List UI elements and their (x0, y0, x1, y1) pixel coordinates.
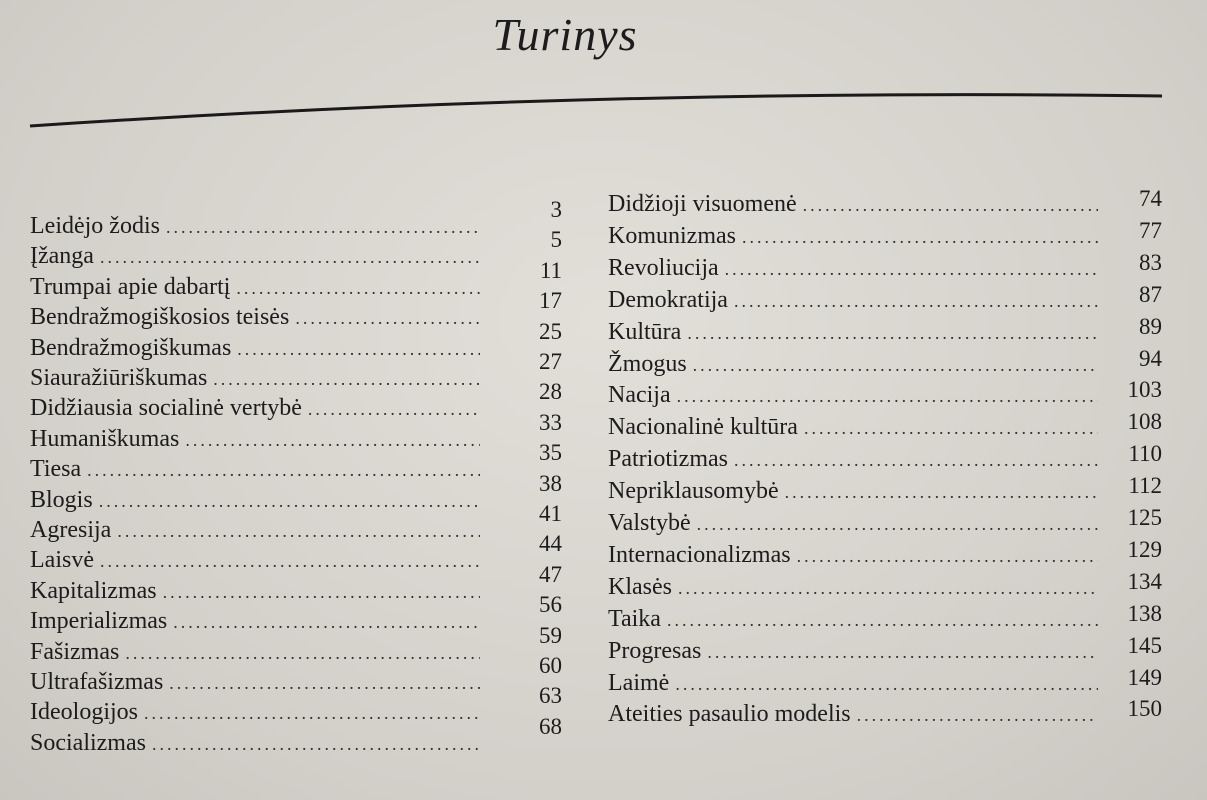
dot-leader (693, 355, 1098, 376)
dot-leader (125, 643, 480, 664)
toc-entry-title: Įžanga (30, 243, 94, 270)
toc-page-number: 94 (1139, 345, 1162, 371)
dot-leader (87, 460, 480, 481)
page-title: Turinys (492, 9, 638, 60)
toc-entry (30, 274, 480, 304)
toc-page-number: 17 (539, 288, 562, 314)
dot-leader (667, 610, 1098, 631)
toc-page-number: 3 (550, 197, 562, 222)
toc-entry (30, 335, 480, 365)
toc-entry (608, 574, 1098, 604)
toc-entry-title: Demokratija (608, 286, 728, 313)
dot-leader (677, 386, 1098, 407)
toc-page-number: 103 (1127, 377, 1162, 403)
toc-entry (608, 542, 1098, 572)
toc-entry-title: Patriotizmas (608, 446, 728, 473)
dot-leader (166, 217, 480, 238)
toc-page-number: 59 (539, 622, 562, 648)
dot-leader (152, 734, 480, 755)
toc-entry-title: Bendražmogiškosios teisės (30, 304, 290, 331)
toc-entry (30, 639, 480, 669)
dot-leader (687, 323, 1098, 344)
toc-entry-title: Socializmas (30, 729, 146, 756)
toc-entry (30, 730, 480, 760)
dot-leader (236, 278, 480, 299)
toc-page-number: 110 (1128, 441, 1162, 467)
toc-entry-title: Laisvė (30, 547, 94, 574)
toc-entry-title: Bendražmogiškumas (30, 334, 232, 361)
toc-entry-title: Humaniškumas (30, 425, 180, 452)
toc-entry (608, 478, 1098, 508)
toc-entry (608, 638, 1098, 668)
toc-page-number: 68 (539, 713, 562, 739)
toc-page-number: 5 (550, 227, 562, 253)
toc-page-number: 89 (1139, 313, 1162, 339)
toc-entry (30, 578, 480, 608)
dot-leader (857, 705, 1098, 726)
dot-leader (169, 673, 480, 694)
dot-leader (725, 259, 1098, 280)
toc-entry (30, 699, 480, 729)
toc-entry (30, 243, 480, 273)
toc-entry (30, 669, 480, 699)
toc-entry (30, 213, 480, 243)
toc-entry (608, 255, 1098, 285)
toc-page-number: 83 (1139, 249, 1162, 275)
toc-page-number: 63 (539, 683, 562, 709)
toc-entry (608, 701, 1098, 731)
dot-leader (785, 482, 1098, 503)
dot-leader (117, 521, 480, 542)
toc-page-number: 145 (1127, 632, 1162, 658)
dot-leader (804, 418, 1098, 439)
dot-leader (734, 291, 1098, 312)
toc-entry (30, 517, 480, 547)
dot-leader (803, 195, 1098, 216)
toc-entry (30, 456, 480, 486)
toc-entry-title: Siauražiūriškumas (30, 365, 208, 391)
dot-leader (295, 308, 480, 329)
toc-entry (30, 487, 480, 517)
toc-entry-title: Komunizmas (608, 222, 736, 249)
toc-entry-title: Trumpai apie dabartį (30, 273, 231, 300)
toc-page-number: 38 (539, 470, 562, 496)
toc-page-number: 41 (539, 501, 562, 526)
toc-page-number: 25 (539, 318, 562, 344)
toc-entry (30, 365, 480, 395)
toc-page-number: 112 (1128, 473, 1162, 499)
dot-leader (100, 247, 480, 268)
toc-entry (608, 446, 1098, 476)
toc-entry (30, 426, 480, 456)
toc-page-number: 87 (1139, 281, 1162, 307)
toc-page-number: 35 (539, 440, 562, 466)
toc-page-number: 60 (539, 653, 562, 678)
dot-leader (678, 578, 1098, 599)
toc-page-number: 27 (539, 349, 562, 374)
toc-entry (608, 223, 1098, 253)
toc-entry (30, 304, 480, 334)
toc-page-number: 150 (1127, 696, 1162, 722)
dot-leader (675, 674, 1098, 695)
toc-page-number: 44 (539, 531, 562, 557)
toc-entry-title: Revoliucija (608, 254, 719, 281)
dot-leader (100, 551, 480, 572)
title-underline (0, 0, 1207, 140)
dot-leader (144, 703, 480, 724)
toc-entry-title: Progresas (608, 637, 702, 664)
dot-leader (697, 514, 1098, 535)
toc-page-number: 74 (1139, 186, 1162, 211)
toc-entry (608, 510, 1098, 540)
dot-leader (185, 430, 480, 451)
toc-entry (30, 547, 480, 577)
toc-page-number: 129 (1127, 536, 1162, 562)
toc-page-number: 149 (1127, 664, 1162, 690)
toc-entry (608, 382, 1098, 412)
toc-entry (608, 287, 1098, 317)
toc-entry-title: Laimė (608, 669, 670, 696)
toc-entry (608, 670, 1098, 700)
toc-entry-title: Leidėjo žodis (30, 213, 160, 239)
toc-entry (608, 319, 1098, 349)
toc-entry (608, 606, 1098, 636)
toc-page-number: 28 (539, 379, 562, 405)
toc-page-number: 11 (539, 257, 562, 283)
toc-entry-title: Kapitalizmas (30, 577, 157, 604)
dot-leader (797, 546, 1098, 567)
dot-leader (173, 612, 480, 633)
dot-leader (308, 399, 480, 420)
toc-entry (608, 414, 1098, 444)
toc-entry-title: Didžioji visuomenė (608, 191, 797, 217)
dot-leader (213, 369, 480, 390)
toc-page-number: 56 (539, 592, 562, 618)
toc-entry (608, 191, 1098, 221)
toc-entry-title: Nacija (608, 382, 671, 409)
toc-entry-title: Valstybė (608, 510, 691, 536)
toc-entry (30, 608, 480, 638)
dot-leader (742, 227, 1098, 248)
toc-entry-title: Ateities pasaulio modelis (608, 701, 851, 728)
dot-leader (163, 582, 480, 603)
toc-page-number: 108 (1127, 409, 1162, 435)
toc-entry-title: Fašizmas (30, 638, 120, 665)
toc-entry-title: Nacionalinė kultūra (608, 414, 798, 441)
toc-entry-title: Taika (608, 605, 661, 632)
toc-entry-title: Nepriklausomybė (608, 478, 779, 505)
toc-entry-title: Didžiausia socialinė vertybė (30, 395, 302, 422)
toc-page-number: 77 (1139, 217, 1162, 243)
toc-page-number: 47 (539, 561, 562, 587)
toc-page-number: 138 (1127, 600, 1162, 626)
toc-entry-title: Agresija (30, 517, 112, 543)
toc-entry-title: Ideologijos (30, 699, 138, 726)
toc-entry-title: Imperializmas (30, 608, 168, 635)
toc-entry-title: Blogis (30, 486, 93, 513)
dot-leader (707, 642, 1098, 663)
toc-entry-title: Kultūra (608, 318, 682, 345)
toc-entry-title: Internacionalizmas (608, 541, 791, 568)
toc-page-number: 33 (539, 409, 562, 435)
toc-page-number: 125 (1127, 505, 1162, 530)
toc-entry-title: Žmogus (608, 350, 687, 377)
toc-entry-title: Tiesa (30, 456, 82, 483)
dot-leader (734, 450, 1098, 471)
toc-entry-title: Klasės (608, 573, 672, 600)
toc-entry (608, 351, 1098, 381)
dot-leader (237, 339, 480, 360)
toc-entry-title: Ultrafašizmas (30, 669, 164, 695)
dot-leader (99, 491, 480, 512)
toc-entry (30, 395, 480, 425)
toc-page-number: 134 (1127, 568, 1162, 594)
